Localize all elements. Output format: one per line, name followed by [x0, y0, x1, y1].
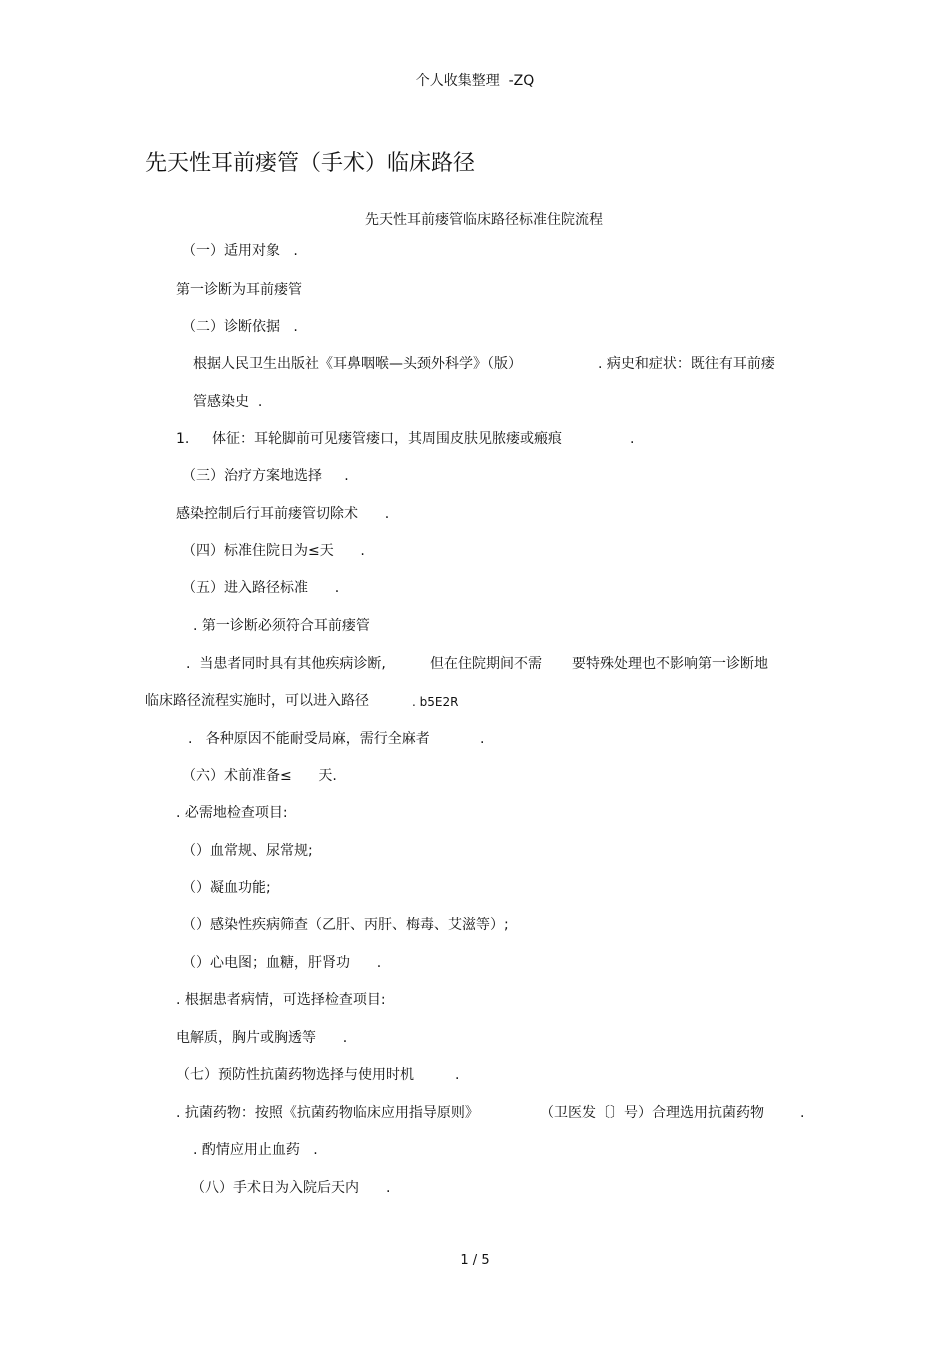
body-line: （卫医发〔〕号）合理选用抗菌药物: [540, 1105, 764, 1121]
list-number: 1.: [176, 431, 190, 447]
page-number: 1 / 5: [460, 1253, 490, 1268]
body-line: （）心电图；血糖，肝肾功 .: [182, 955, 382, 971]
body-line: .: [480, 731, 485, 747]
body-line: . 各种原因不能耐受局麻，需行全麻者: [188, 731, 430, 747]
document-subtitle: 先天性耳前瘘管临床路径标准住院流程: [365, 212, 603, 228]
section-2-heading: （二）诊断依据 .: [182, 319, 298, 335]
section-3-heading: （三）治疗方案地选择 .: [182, 468, 349, 484]
body-line: . b5E2R: [412, 695, 459, 709]
body-line: .: [386, 1180, 391, 1196]
body-line: .: [630, 431, 635, 447]
body-line: 管感染史 .: [193, 394, 263, 410]
body-line: 要特殊处理也不影响第一诊断地: [572, 656, 768, 672]
body-line: 电解质，胸片或胸透等 .: [176, 1030, 348, 1046]
body-line: .: [455, 1067, 460, 1083]
body-line: 第一诊断为耳前瘘管: [176, 282, 302, 298]
body-line: （）凝血功能;: [182, 880, 271, 896]
body-line: 根据人民卫生出版社《耳鼻咽喉—头颈外科学》（版）: [193, 356, 522, 372]
section-8-heading: （八）手术日为入院后天内: [191, 1180, 359, 1196]
section-5-heading: （五）进入路径标准 .: [182, 580, 340, 596]
body-line: 体征：耳轮脚前可见瘘管瘘口，其周围皮肤见脓瘘或瘢痕: [212, 431, 562, 447]
body-line: 但在住院期间不需: [430, 656, 542, 672]
body-line: 感染控制后行耳前瘘管切除术 .: [176, 506, 390, 522]
section-7-heading: （七）预防性抗菌药物选择与使用时机: [176, 1067, 414, 1083]
body-line: . 抗菌药物：按照《抗菌药物临床应用指导原则》: [176, 1105, 479, 1121]
body-line: 临床路径流程实施时，可以进入路径: [145, 693, 369, 709]
body-line: . 酌情应用止血药 .: [193, 1142, 318, 1158]
section-4-heading: （四）标准住院日为≤天 .: [182, 543, 365, 559]
document-title: 先天性耳前瘘管（手术）临床路径: [145, 151, 476, 176]
section-6-heading: （六）术前准备≤ 天.: [182, 768, 337, 784]
section-1-heading: （一）适用对象 .: [182, 243, 298, 259]
body-line: . 根据患者病情，可选择检查项目:: [176, 992, 386, 1008]
page-header: 个人收集整理 -ZQ: [415, 73, 535, 89]
body-line: （）感染性疾病筛查（乙肝、丙肝、梅毒、艾滋等）;: [182, 917, 509, 933]
body-line: . 当患者同时具有其他疾病诊断,: [186, 656, 386, 672]
body-line: .: [800, 1105, 805, 1121]
body-line: . 第一诊断必须符合耳前瘘管: [193, 618, 370, 634]
body-line: （）血常规、尿常规;: [182, 843, 313, 859]
body-line: . 病史和症状：既往有耳前瘘: [598, 356, 775, 372]
body-line: . 必需地检查项目:: [176, 805, 288, 821]
